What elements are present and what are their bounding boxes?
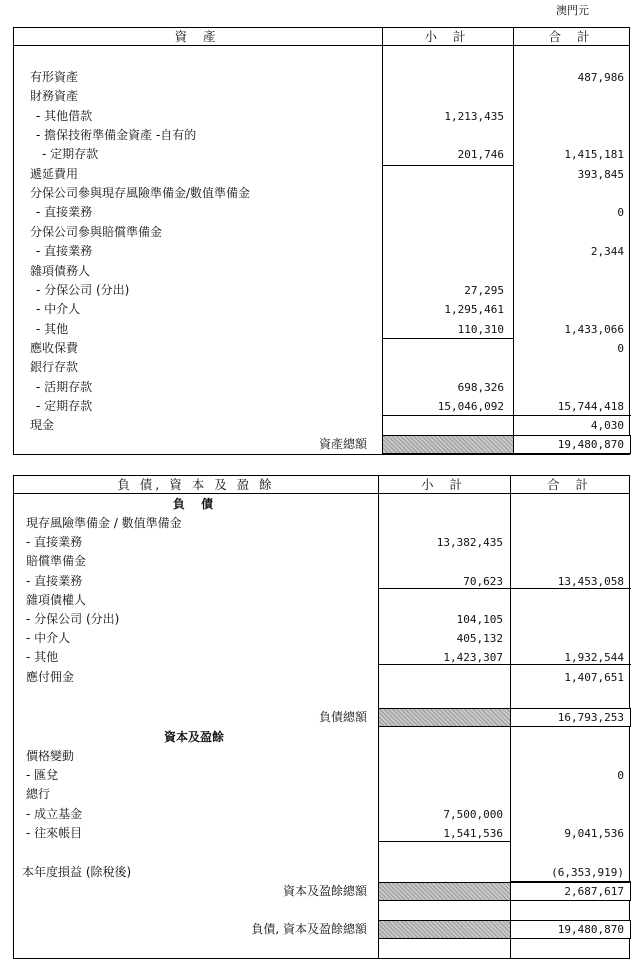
liab-total-shade: [378, 708, 511, 727]
asset-row-label: - 直接業務: [36, 244, 93, 259]
capital-total-value: 2,687,617: [564, 885, 624, 898]
liab-row-total: 1,407,651: [564, 670, 624, 684]
asset-row-subtotal: 27,295: [464, 283, 504, 297]
capital-row-label: - 成立基金: [26, 806, 83, 821]
liab-row-label: - 分保公司 (分出): [26, 612, 120, 626]
asset-row-label: 分保公司參與賠償準備金: [30, 224, 163, 239]
liab-header-total: 合 計: [547, 477, 594, 492]
asset-row-subtotal: 201,746: [457, 148, 504, 162]
asset-row-label: 財務資產: [30, 89, 79, 104]
liab-total-row: [14, 708, 629, 727]
asset-row-label: 雜項債務人: [30, 263, 91, 278]
asset-row-subtotal: 15,046,092: [437, 399, 504, 413]
asset-row-total: 2,344: [590, 245, 624, 259]
asset-row-label: - 定期存款: [36, 398, 93, 413]
asset-row-label: 遞延費用: [30, 166, 79, 181]
liab-section-heading: [14, 495, 629, 514]
liab-row-label: - 其他: [26, 650, 59, 665]
liab-header-subtotal: 小 計: [421, 477, 468, 492]
asset-row: [14, 320, 629, 339]
liabilities-table: [13, 475, 630, 959]
asset-row-label: - 中介人: [36, 302, 81, 317]
asset-row-label: 銀行存款: [30, 360, 79, 375]
liab-underline-creditors-tot: [510, 664, 631, 665]
liab-row-total: 1,932,544: [564, 651, 624, 665]
asset-row-label: - 活期存款: [36, 379, 93, 394]
asset-row: [14, 203, 629, 222]
asset-row: [14, 165, 629, 184]
liab-row: [14, 514, 629, 533]
liab-total-value: 16,793,253: [557, 711, 624, 724]
asset-row-subtotal: 698,326: [457, 380, 504, 394]
profit-row: [14, 863, 629, 882]
assets-total-value: 19,480,870: [557, 438, 624, 451]
liab-row-subtotal: 104,105: [456, 613, 503, 626]
assets-underline-bank: [383, 415, 513, 416]
asset-row-total: 1,433,066: [564, 322, 624, 336]
asset-row: [14, 281, 629, 300]
capital-section-title: 資本及盈餘: [163, 730, 224, 744]
liab-section-title: 負 債: [172, 497, 220, 511]
assets-total-label: 資產總額: [318, 437, 367, 451]
capital-row-total: 9,041,536: [564, 826, 624, 840]
asset-row-label: - 其他: [36, 321, 69, 336]
liab-header-title: 負 債, 資 本 及 盈 餘: [117, 477, 275, 492]
assets-underline-financial: [383, 165, 513, 166]
capital-row: [14, 785, 629, 804]
asset-row-label: - 直接業務: [36, 205, 93, 220]
liab-row: [14, 591, 629, 610]
asset-row-subtotal: 1,295,461: [444, 303, 504, 317]
asset-row-label: 分保公司參與現存風險準備金/數值準備金: [30, 186, 251, 201]
asset-row: [14, 262, 629, 281]
liab-row-label: - 直接業務: [26, 535, 83, 550]
capital-row: [14, 747, 629, 766]
capital-underline-sub: [379, 841, 510, 842]
assets-table: [13, 27, 630, 455]
asset-row-label: 現金: [30, 418, 55, 433]
liab-underline-creditors: [379, 664, 510, 665]
liab-row: [14, 533, 629, 552]
capital-row-subtotal: 1,541,536: [443, 826, 503, 840]
assets-underline-total-col: [513, 415, 631, 416]
liab-row: [14, 552, 629, 571]
asset-row-label: - 擔保技術準備金資產 -自有的: [36, 128, 197, 143]
capital-row-label: 總行: [26, 787, 51, 802]
asset-row: [14, 223, 629, 242]
asset-row: [14, 300, 629, 319]
asset-row: [14, 107, 629, 126]
capital-row: [14, 766, 629, 785]
asset-row-label: 有形資產: [30, 70, 79, 84]
liab-row-label: 雜項債權人: [26, 592, 87, 607]
asset-row-label: - 其他借款: [36, 108, 93, 123]
asset-row: [14, 378, 629, 397]
asset-row: [14, 68, 629, 87]
asset-row: [14, 358, 629, 377]
assets-header: [14, 28, 629, 46]
capital-row-total: 0: [617, 769, 624, 783]
capital-row: [14, 824, 629, 843]
capital-row-label: - 匯兌: [26, 768, 59, 783]
liab-underline-claims-tot: [510, 588, 631, 589]
asset-row-label: - 分保公司 (分出): [36, 282, 130, 297]
asset-row-total: 393,845: [577, 167, 624, 181]
assets-header-total: 合 計: [548, 29, 596, 44]
asset-row: [14, 87, 629, 106]
asset-row-label: 應收保費: [30, 340, 79, 355]
liab-underline-claims: [379, 588, 510, 589]
liab-row-label: 現存風險準備金 / 數值準備金: [26, 516, 182, 530]
liab-row-label: - 直接業務: [26, 573, 83, 588]
asset-row-total: 4,030: [590, 419, 624, 433]
asset-row: [14, 416, 629, 435]
assets-total-shade: [382, 435, 514, 454]
liab-row-subtotal: 13,382,435: [436, 536, 503, 550]
liab-row-label: 應付佣金: [26, 669, 75, 684]
asset-row-total: 15,744,418: [557, 399, 624, 413]
capital-total-row: [14, 882, 629, 901]
liab-row-subtotal: 70,623: [463, 574, 503, 588]
capital-total-shade: [378, 882, 511, 901]
asset-row-subtotal: 1,213,435: [444, 109, 504, 123]
liab-row: [14, 668, 629, 687]
liab-total-label: 負債總額: [318, 710, 367, 724]
currency-label: 澳門元: [556, 4, 589, 17]
grand-total-label: 負債, 資本及盈餘總額: [251, 922, 367, 936]
assets-header-subtotal: 小 計: [424, 29, 472, 44]
asset-row-total: 1,415,181: [564, 148, 624, 162]
capital-total-label: 資本及盈餘總額: [282, 884, 367, 898]
assets-header-title: 資 產: [174, 29, 222, 44]
capital-row-subtotal: 7,500,000: [443, 807, 503, 821]
asset-row-total: 487,986: [577, 71, 624, 84]
profit-label: 本年度損益 (除稅後): [22, 865, 132, 879]
asset-row: [14, 242, 629, 261]
grand-total-value: 19,480,870: [557, 923, 624, 936]
asset-row: [14, 184, 629, 203]
asset-row-total: 0: [617, 206, 624, 220]
grand-total-row: [14, 920, 629, 939]
capital-section-heading: [14, 728, 629, 747]
liab-row-total: 13,453,058: [557, 574, 624, 588]
liab-row-label: - 中介人: [26, 631, 71, 646]
asset-row: [14, 397, 629, 416]
asset-row: [14, 339, 629, 358]
liab-row-subtotal: 405,132: [456, 632, 503, 646]
liab-row-subtotal: 1,423,307: [443, 651, 503, 665]
assets-underline-debtors: [383, 338, 513, 339]
assets-total-row: [14, 435, 629, 454]
liab-row-label: 賠償準備金: [26, 554, 87, 569]
asset-row-total: 0: [617, 341, 624, 355]
liab-row: [14, 629, 629, 648]
capital-row-label: - 往來帳目: [26, 825, 83, 840]
liab-row: [14, 610, 629, 629]
asset-row-label: - 定期存款: [42, 147, 99, 162]
grand-total-shade: [378, 920, 511, 939]
asset-row: [14, 145, 629, 164]
liabilities-header: [14, 476, 629, 494]
profit-value: (6,353,919): [551, 866, 624, 879]
capital-row-label: 價格變動: [26, 749, 75, 763]
asset-row: [14, 126, 629, 145]
asset-row-subtotal: 110,310: [457, 322, 504, 336]
capital-row: [14, 805, 629, 824]
